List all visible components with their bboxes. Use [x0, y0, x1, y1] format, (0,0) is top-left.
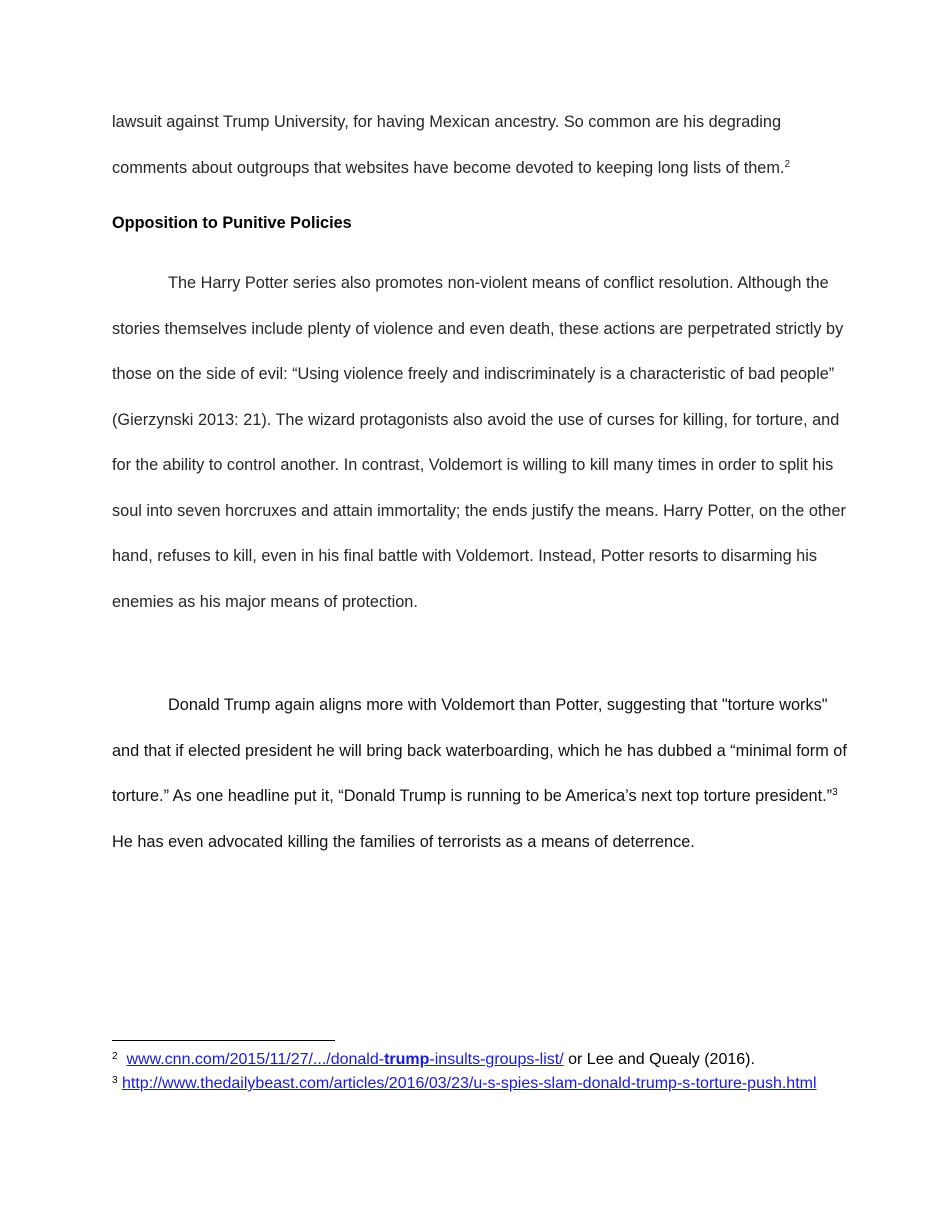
footnote-2-trailing: or Lee and Quealy (2016). — [563, 1051, 755, 1068]
section-heading: Opposition to Punitive Policies — [112, 214, 352, 232]
paragraph-trump-torture — [112, 683, 847, 865]
footnote-3 — [112, 1073, 847, 1095]
footnote-2 — [112, 1049, 847, 1071]
footnote-ref-3[interactable]: 3 — [832, 787, 838, 798]
paragraph-non-violence: The Harry Potter series also promotes non-violent means of conflict resolution. Although the stories themselves include plenty of violence and even death, these actions are perpetrated strictly by those on the side of evil: “Using violence freely and indiscriminately is a characteristic of bad people” (Gierzynski 2013: 21). The wizard protagonists also avoid the use of curses for killing, for torture, and for the ability to control another. In contrast, Voldemort is willing to kill many times in order to split his soul into seven horcruxes and attain immortality; the ends justify the means. Harry Potter, on the other hand, refuses to kill, even in his final battle with Voldemort. Instead, Potter resorts to disarming his enemies as his major means of protection. — [112, 274, 846, 611]
footnote-2-link[interactable] — [126, 1051, 563, 1068]
footnote-3-link[interactable]: http://www.thedailybeast.com/articles/2016/03/23/u-s-spies-slam-donald-trump-s-torture-push.html — [122, 1075, 817, 1092]
footnote-2-link-bold: trump — [384, 1051, 430, 1068]
paragraph-3-tail: He has even advocated killing the families of terrorists as a means of deterrence. — [112, 832, 695, 851]
footnote-2-number: 2 — [112, 1051, 118, 1062]
paragraph-lawsuit — [112, 100, 847, 191]
paragraph-3-text: Donald Trump again aligns more with Voldemort than Potter, suggesting that "torture works" and that if elected president he will bring back waterboarding, which he has dubbed a “minimal form of torture.” As one headline put it, “Donald Trump is running to be America’s next top torture president.” — [112, 696, 847, 805]
paragraph-1-text: lawsuit against Trump University, for having Mexican ancestry. So common are his degrading comments about outgroups that websites have become devoted to keeping long lists of them. — [112, 113, 785, 177]
footnote-3-number: 3 — [112, 1075, 118, 1086]
footnote-2-link-part-2: -insults-groups-list/ — [429, 1051, 564, 1068]
footnote-separator — [112, 1040, 335, 1041]
footnote-ref-2[interactable]: 2 — [784, 158, 791, 170]
footnote-2-link-part-1: www.cnn.com/2015/11/27/.../donald- — [126, 1051, 385, 1068]
